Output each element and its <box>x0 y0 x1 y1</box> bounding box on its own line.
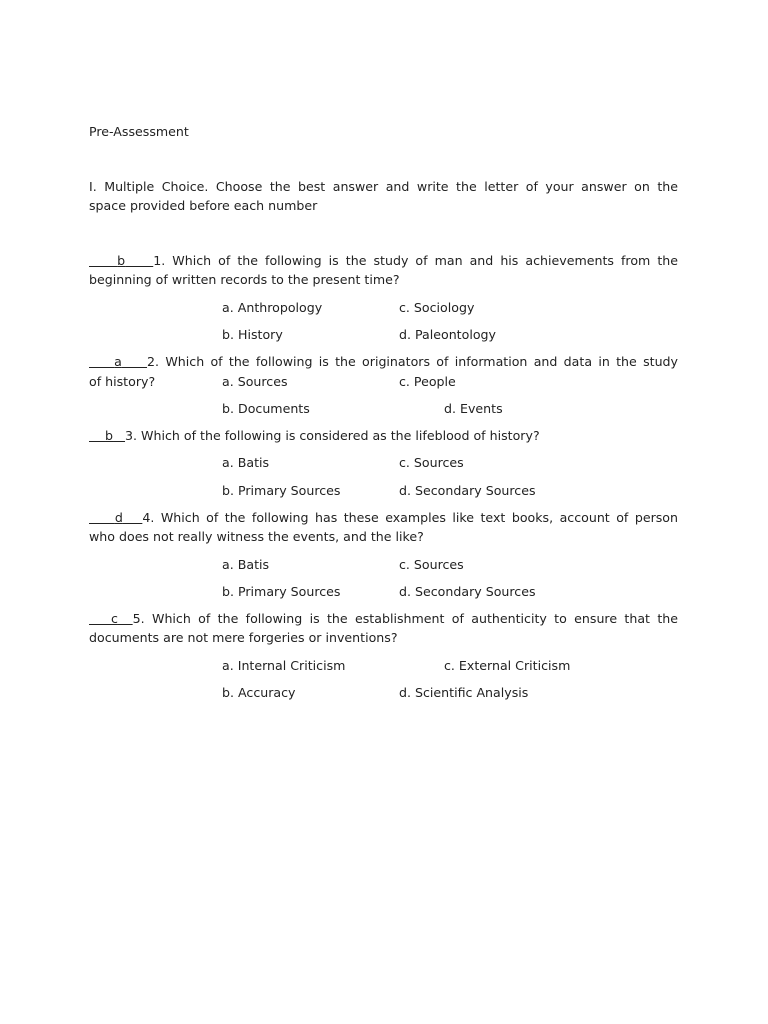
q5-option-d: d. Scientific Analysis <box>399 685 529 700</box>
answer-blank-1[interactable] <box>89 253 153 268</box>
q1-option-b: b. History <box>222 327 283 342</box>
question-2 <box>89 354 678 370</box>
q5-option-c: c. External Criticism <box>444 658 571 673</box>
q3-option-b: b. Primary Sources <box>222 483 341 498</box>
answer-blank-2[interactable] <box>89 354 147 369</box>
instructions-line-1: I. Multiple Choice. Choose the best answer and write the letter of your answer on the <box>89 179 678 194</box>
q5-option-a: a. Internal Criticism <box>222 658 346 673</box>
question-4-line-2: who does not really witness the events, and the like? <box>89 529 424 544</box>
question-5-text: 5. Which of the following is the establishment of authenticity to ensure that the <box>132 611 679 626</box>
question-4-text: 4. Which of the following has these examples like text books, account of person <box>142 510 678 525</box>
q1-option-d: d. Paleontology <box>399 327 496 342</box>
answer-2: a <box>114 354 122 369</box>
question-4 <box>89 510 678 526</box>
answer-1: b <box>117 253 126 268</box>
answer-blank-4[interactable] <box>89 510 142 525</box>
question-3 <box>89 428 540 444</box>
q4-option-b: b. Primary Sources <box>222 584 341 599</box>
page-title: Pre-Assessment <box>89 124 189 139</box>
q5-option-b: b. Accuracy <box>222 685 296 700</box>
question-5-line-2: documents are not mere forgeries or inventions? <box>89 630 398 645</box>
question-1-line-2: beginning of written records to the present time? <box>89 272 400 287</box>
question-5 <box>89 611 678 627</box>
question-3-text: 3. Which of the following is considered as the lifeblood of history? <box>125 428 540 443</box>
answer-3: b <box>105 428 114 443</box>
answer-blank-3[interactable] <box>89 428 125 443</box>
q2-option-b: b. Documents <box>222 401 310 416</box>
answer-blank-5[interactable] <box>89 611 133 626</box>
answer-5: c <box>111 611 118 626</box>
q1-option-a: a. Anthropology <box>222 300 323 315</box>
q1-option-c: c. Sociology <box>399 300 475 315</box>
question-2-text: 2. Which of the following is the originators of information and data in the study <box>147 354 678 369</box>
q4-option-c: c. Sources <box>399 557 464 572</box>
q2-option-a: a. Sources <box>222 374 288 389</box>
q3-option-c: c. Sources <box>399 455 464 470</box>
q3-option-d: d. Secondary Sources <box>399 483 536 498</box>
q3-option-a: a. Batis <box>222 455 270 470</box>
answer-4: d <box>114 510 123 525</box>
q4-option-d: d. Secondary Sources <box>399 584 536 599</box>
instructions-line-2: space provided before each number <box>89 198 318 213</box>
q4-option-a: a. Batis <box>222 557 270 572</box>
question-1 <box>89 253 678 269</box>
q2-option-d: d. Events <box>444 401 503 416</box>
q2-option-c: c. People <box>399 374 456 389</box>
question-2-line-2: of history? <box>89 374 156 389</box>
question-1-text: 1. Which of the following is the study of man and his achievements from the <box>153 253 678 268</box>
